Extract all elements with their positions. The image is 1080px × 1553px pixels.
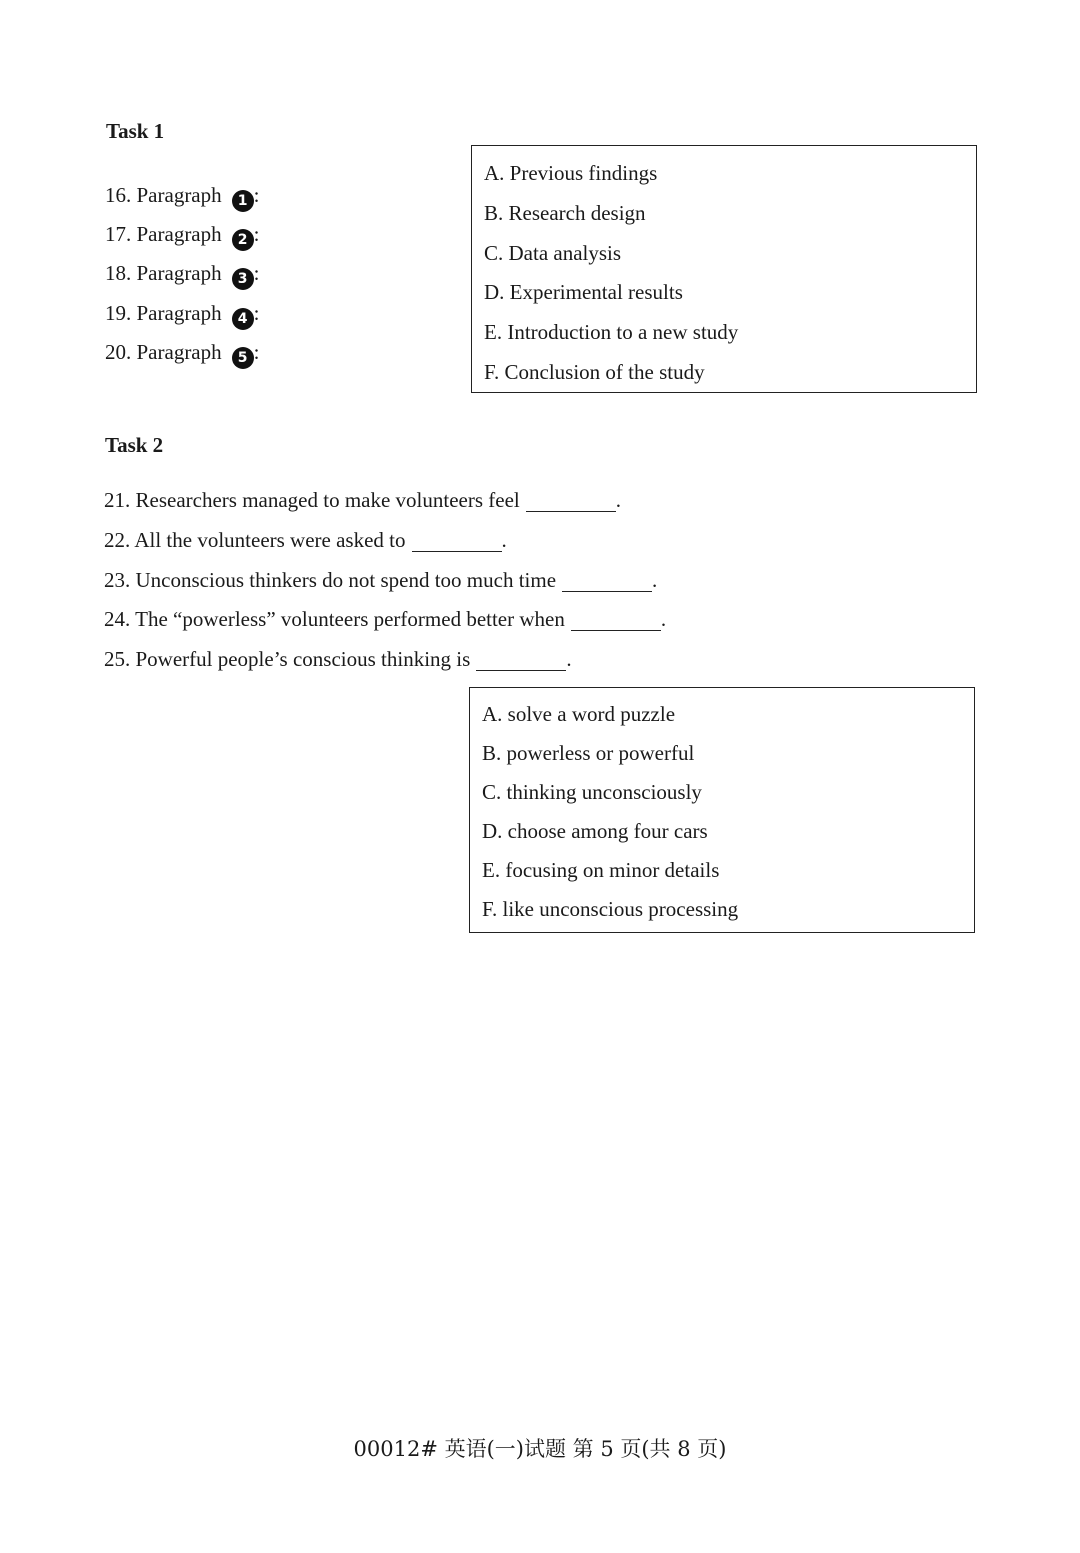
task1-option: B. Research design bbox=[484, 200, 646, 225]
task1-question: 17. Paragraph 2 : bbox=[105, 215, 259, 254]
answer-blank bbox=[526, 487, 616, 512]
question-text: 23. Unconscious thinkers do not spend too much time bbox=[104, 567, 557, 592]
task1-question: 20. Paragraph 5 : bbox=[105, 333, 259, 372]
task1-question: 19. Paragraph 4 : bbox=[105, 294, 259, 333]
question-text: 19. Paragraph bbox=[105, 300, 222, 325]
task2-option: C. thinking unconsciously bbox=[482, 780, 702, 804]
page-footer: 00012# 英语(一)试题 第 5 页(共 8 页) bbox=[353, 1437, 727, 1461]
task1-question: 16. Paragraph 1 : bbox=[105, 176, 259, 215]
question-text: 25. Powerful people’s conscious thinking is bbox=[104, 647, 471, 672]
task1-option: C. Data analysis bbox=[484, 240, 622, 265]
paragraph-number-badge: 5 bbox=[232, 347, 254, 369]
task2-question: 21. Researchers managed to make volunteers feel . bbox=[104, 488, 621, 512]
question-text: 17. Paragraph bbox=[105, 222, 222, 247]
answer-blank bbox=[571, 606, 661, 631]
task2-question: 22. All the volunteers were asked to . bbox=[104, 527, 507, 552]
paragraph-number-badge: 1 bbox=[232, 190, 254, 212]
task1-title: Task 1 bbox=[106, 119, 165, 143]
task2-options-box bbox=[469, 687, 975, 933]
answer-blank bbox=[412, 527, 502, 552]
question-text: 22. All the volunteers were asked to bbox=[104, 527, 406, 552]
task1-option: F. Conclusion of the study bbox=[484, 359, 705, 384]
task2-option: B. powerless or powerful bbox=[482, 741, 695, 765]
paragraph-number-badge: 3 bbox=[232, 268, 254, 290]
question-text: 20. Paragraph bbox=[105, 339, 222, 364]
task1-question-list bbox=[105, 176, 259, 372]
task2-question-list bbox=[104, 481, 666, 680]
question-text: 24. The “powerless” volunteers performed better when bbox=[104, 607, 565, 632]
task2-question: 23. Unconscious thinkers do not spend too much time . bbox=[104, 567, 658, 592]
task1-options-box bbox=[471, 145, 977, 393]
task1-option: E. Introduction to a new study bbox=[484, 320, 739, 345]
task1-option: D. Experimental results bbox=[484, 280, 683, 305]
question-text: 18. Paragraph bbox=[105, 261, 222, 286]
task2-option: E. focusing on minor details bbox=[482, 858, 720, 882]
question-text: 16. Paragraph bbox=[105, 183, 222, 207]
paragraph-number-badge: 2 bbox=[232, 229, 254, 251]
task2-option: D. choose among four cars bbox=[482, 819, 708, 843]
answer-blank bbox=[476, 646, 566, 671]
task1-question: 18. Paragraph 3 : bbox=[105, 254, 259, 293]
task1-option: A. Previous findings bbox=[484, 161, 658, 185]
paragraph-number-badge: 4 bbox=[232, 308, 254, 330]
task2-option: F. like unconscious processing bbox=[482, 897, 739, 921]
question-text: 21. Researchers managed to make volunteers feel bbox=[104, 488, 520, 512]
task2-question: 24. The “powerless” volunteers performed better when . bbox=[104, 607, 667, 632]
task2-option: A. solve a word puzzle bbox=[482, 702, 676, 726]
task2-question: 25. Powerful people’s conscious thinking is . bbox=[104, 647, 572, 672]
task2-title: Task 2 bbox=[105, 433, 164, 457]
answer-blank bbox=[562, 567, 652, 592]
